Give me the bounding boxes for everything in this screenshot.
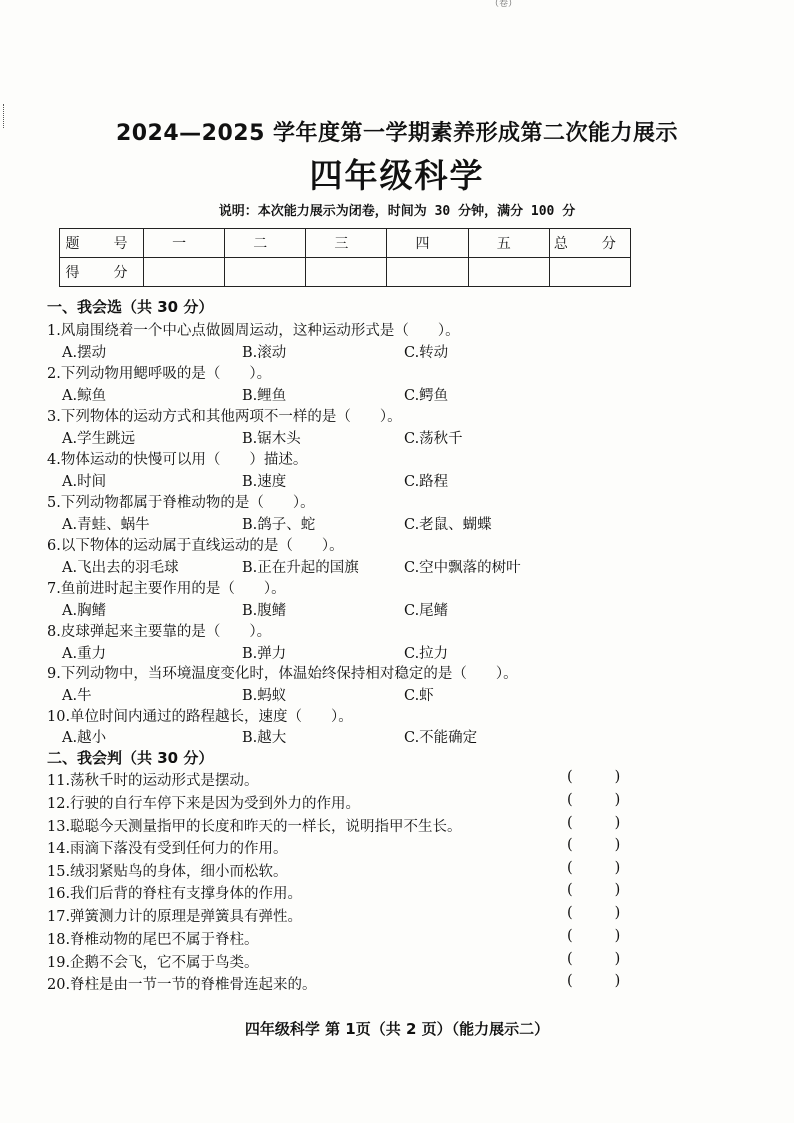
score-header-cell: 四 [387,229,468,258]
judge-statement: 18.脊椎动物的尾巴不属于脊柱。 [47,932,259,948]
score-input-cell[interactable] [549,258,630,287]
question-stem: 2.下列动物用鳃呼吸的是（ ）。 [47,366,272,382]
score-input-cell[interactable] [468,258,549,287]
judge-item [47,973,637,994]
option-c[interactable]: C.路程 [404,474,449,490]
question-stem: 6.以下物体的运动属于直线运动的是（ ）。 [47,538,344,554]
score-header-cell: 二 [225,229,306,258]
option-b[interactable]: B.鸽子、蛇 [242,517,316,533]
option-b[interactable]: B.越大 [242,730,287,746]
judge-statement: 17.弹簧测力计的原理是弹簧具有弹性。 [47,909,303,925]
answer-blank[interactable]: ( ) [567,973,621,989]
judge-statement: 11.荡秋千时的运动形式是摆动。 [47,773,259,789]
judge-item [47,928,637,949]
option-a[interactable]: A.牛 [62,688,92,704]
judge-item [47,905,637,926]
judge-item [47,815,637,836]
option-a[interactable]: A.鲸鱼 [62,388,107,404]
question-stem: 10.单位时间内通过的路程越长，速度（ ）。 [47,709,353,725]
answer-blank[interactable]: ( ) [567,860,621,876]
judge-statement: 13.聪聪今天测量指甲的长度和昨天的一样长，说明指甲不生长。 [47,819,462,835]
answer-blank[interactable]: ( ) [567,837,621,853]
question-stem: 5.下列动物都属于脊椎动物的是（ ）。 [47,495,315,511]
option-a[interactable]: A.重力 [62,646,107,662]
score-input-cell[interactable] [306,258,387,287]
option-b[interactable]: B.锯木头 [242,431,301,447]
score-header-cell: 五 [468,229,549,258]
score-input-cell[interactable] [387,258,468,287]
score-header-cell: 三 [306,229,387,258]
answer-blank[interactable]: ( ) [567,792,621,808]
page-footer: 四年级科学 第 1页（共 2 页）（能力展示二） [244,1020,550,1038]
section-heading-choice: 一、我会选（共 30 分） [47,298,214,316]
score-row-label: 得 分 [60,258,144,287]
question-stem: 4.物体运动的快慢可以用（ ）描述。 [47,452,308,468]
judge-statement: 20.脊柱是由一节一节的脊椎骨连起来的。 [47,977,317,993]
answer-blank[interactable]: ( ) [567,769,621,785]
subject-title: 四年级科学 [309,156,485,195]
option-a[interactable]: A.摆动 [62,345,107,361]
question-stem: 3.下列物体的运动方式和其他两项不一样的是（ ）。 [47,409,402,425]
option-c[interactable]: C.虾 [404,688,434,704]
option-b[interactable]: B.腹鳍 [242,603,287,619]
header-mark: （卷） [490,0,518,9]
option-c[interactable]: C.不能确定 [404,730,478,746]
option-a[interactable]: A.胸鳍 [62,603,107,619]
judge-item [47,769,637,790]
option-c[interactable]: C.拉力 [404,646,449,662]
score-header-cell: 一 [144,229,225,258]
option-c[interactable]: C.鳄鱼 [404,388,449,404]
judge-item [47,837,637,858]
option-a[interactable]: A.时间 [62,474,107,490]
question-stem: 9.下列动物中，当环境温度变化时，体温始终保持相对稳定的是（ ）。 [47,666,518,682]
option-b[interactable]: B.滚动 [242,345,287,361]
judge-item [47,951,637,972]
judge-statement: 16.我们后背的脊柱有支撑身体的作用。 [47,886,303,902]
exam-title: 2024—2025 学年度第一学期素养形成第二次能力展示 [115,121,679,146]
answer-blank[interactable]: ( ) [567,905,621,921]
option-b[interactable]: B.鲤鱼 [242,388,287,404]
answer-blank[interactable]: ( ) [567,815,621,831]
score-header-cell: 总 分 [549,229,630,258]
option-a[interactable]: A.飞出去的羽毛球 [62,560,179,576]
option-a[interactable]: A.青蛙、蜗牛 [62,517,150,533]
score-table-score-row [60,258,631,287]
answer-blank[interactable]: ( ) [567,882,621,898]
judge-statement: 15.绒羽紧贴鸟的身体，细小而松软。 [47,864,288,880]
question-stem: 8.皮球弹起来主要靠的是（ ）。 [47,624,272,640]
judge-item [47,882,637,903]
option-c[interactable]: C.空中飘落的树叶 [404,560,521,576]
question-stem: 7.鱼前进时起主要作用的是（ ）。 [47,581,286,597]
exam-instructions: 说明：本次能力展示为闭卷，时间为 30 分钟，满分 100 分 [218,204,576,219]
score-table-header-row [60,229,631,258]
section-heading-judge: 二、我会判（共 30 分） [47,749,214,767]
judge-item [47,792,637,813]
option-b[interactable]: B.速度 [242,474,287,490]
option-c[interactable]: C.尾鳍 [404,603,449,619]
option-a[interactable]: A.越小 [62,730,107,746]
option-c[interactable]: C.荡秋千 [404,431,463,447]
option-c[interactable]: C.转动 [404,345,449,361]
score-header-cell: 题 号 [60,229,144,258]
score-input-cell[interactable] [225,258,306,287]
score-table [59,228,631,287]
answer-blank[interactable]: ( ) [567,951,621,967]
score-input-cell[interactable] [144,258,225,287]
option-c[interactable]: C.老鼠、蝴蝶 [404,517,492,533]
option-a[interactable]: A.学生跳远 [62,431,136,447]
judge-statement: 14.雨滴下落没有受到任何力的作用。 [47,841,288,857]
judge-item [47,860,637,881]
judge-statement: 12.行驶的自行车停下来是因为受到外力的作用。 [47,796,361,812]
answer-blank[interactable]: ( ) [567,928,621,944]
option-b[interactable]: B.正在升起的国旗 [242,560,359,576]
judge-statement: 19.企鹅不会飞，它不属于鸟类。 [47,955,259,971]
question-stem: 1.风扇围绕着一个中心点做圆周运动，这种运动形式是（ ）。 [47,323,460,339]
option-b[interactable]: B.蚂蚁 [242,688,287,704]
option-b[interactable]: B.弹力 [242,646,287,662]
